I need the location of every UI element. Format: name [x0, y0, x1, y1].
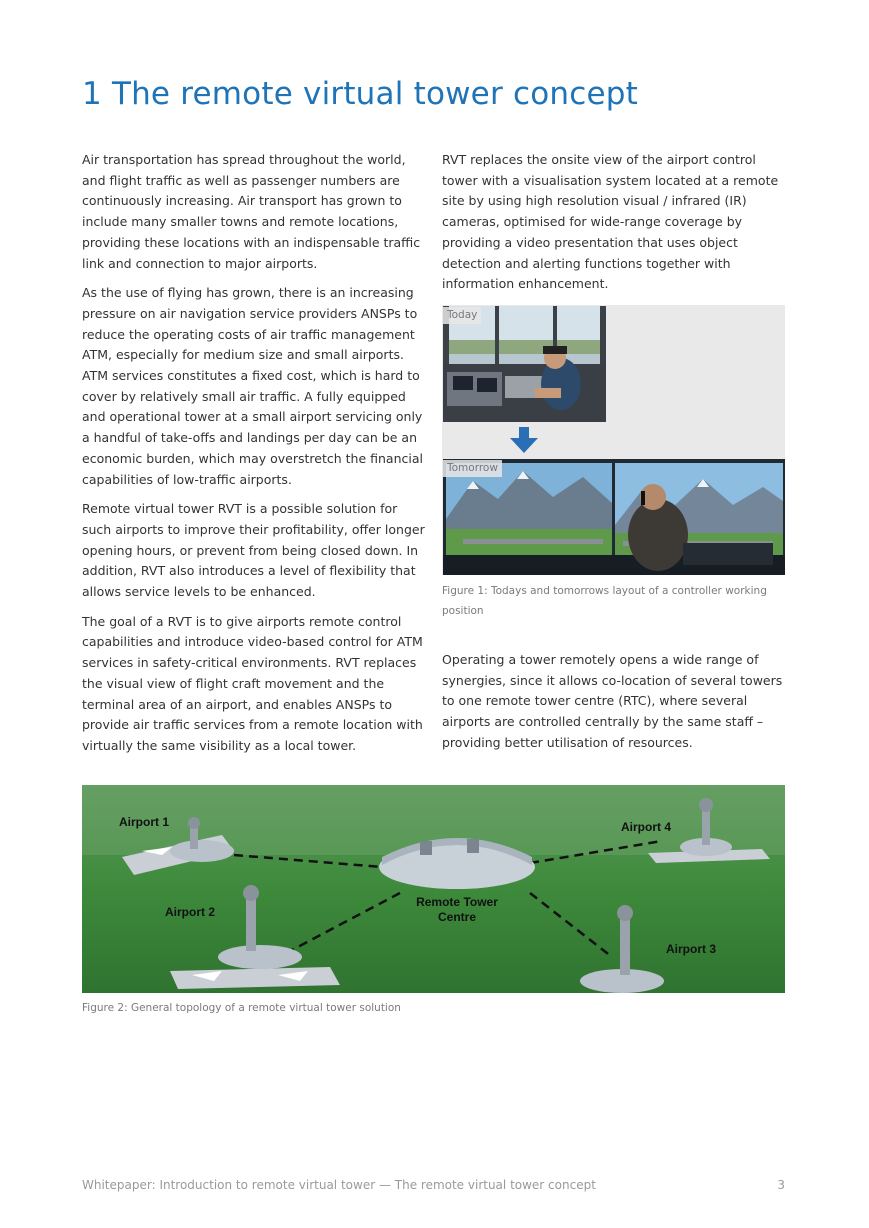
footer-text: Whitepaper: Introduction to remote virtual tower — The remote virtual tower concept: [82, 1178, 596, 1192]
page-number: 3: [777, 1178, 785, 1192]
arrow-down-icon: [510, 427, 538, 455]
airport-2-label: Airport 2: [165, 905, 216, 919]
airport-4-label: Airport 4: [621, 820, 672, 834]
left-column: [82, 150, 428, 766]
airport-3-label: Airport 3: [666, 942, 717, 956]
airport-1-label: Airport 1: [119, 815, 170, 829]
section-title: The remote virtual tower concept: [111, 76, 638, 112]
right-column: [442, 150, 787, 304]
figure-1-caption: Figure 1: Todays and tomorrows layout of a controller working position: [442, 585, 767, 617]
paragraph: RVT replaces the onsite view of the airport control tower with a visualisation system located at a remote site by using high resolution visual / infrared (IR) cameras, optimised for wide-range coverage by providing a video presentation that uses object detection and alerting functions together with information enhancement.: [442, 152, 779, 292]
page-footer: [82, 1176, 785, 1194]
rtc-label-line2: Centre: [437, 910, 477, 924]
section-number: 1: [82, 76, 102, 112]
paragraph: Operating a tower remotely opens a wide range of synergies, since it allows co-location of several towers to one remote tower centre (RTC), where several airports are controlled centrally by the same staff – providing better utilisation of resources.: [442, 652, 783, 750]
figure-2-caption: Figure 2: General topology of a remote virtual tower solution: [82, 1002, 401, 1014]
paragraph: Air transportation has spread throughout the world, and flight traffic as well as passenger numbers are continuously increasing. Air transport has grown to include many smaller towns and remote locations, providing these locations with an indispensable traffic link and connection to major airports.: [82, 152, 421, 271]
figure-2-topology: [82, 785, 785, 993]
rtc-label-line1: Remote Tower: [416, 895, 498, 909]
paragraph: As the use of flying has grown, there is an increasing pressure on air navigation service providers ANSPs to reduce the operating costs of air traffic management ATM, especially for medium size and small airports. ATM services constitutes a fixed cost, which is hard to cover by relatively small air traffic. A fully equipped and operational tower at a small airport servicing only a handful of take-offs and landings per day can be an economic burden, which may overstretch the financial capabilities of low-traffic airports.: [82, 285, 423, 487]
tomorrow-label: Tomorrow: [443, 460, 502, 477]
today-label: Today: [443, 307, 481, 324]
figure-1: [442, 305, 785, 575]
paragraph: The goal of a RVT is to give airports remote control capabilities and introduce video-based control for ATM services in safety-critical environments. RVT replaces the visual view of flight craft movement and the terminal area of an airport, and enables ANSPs to provide air traffic services from a remote location with virtually the same visibility as a local tower.: [82, 613, 423, 753]
page-title: [82, 76, 638, 112]
paragraph: Remote virtual tower RVT is a possible solution for such airports to improve their profitability, offer longer opening hours, or prevent from being closed down. In addition, RVT also introduces a level of flexibility that allows service levels to be enhanced.: [82, 501, 425, 600]
